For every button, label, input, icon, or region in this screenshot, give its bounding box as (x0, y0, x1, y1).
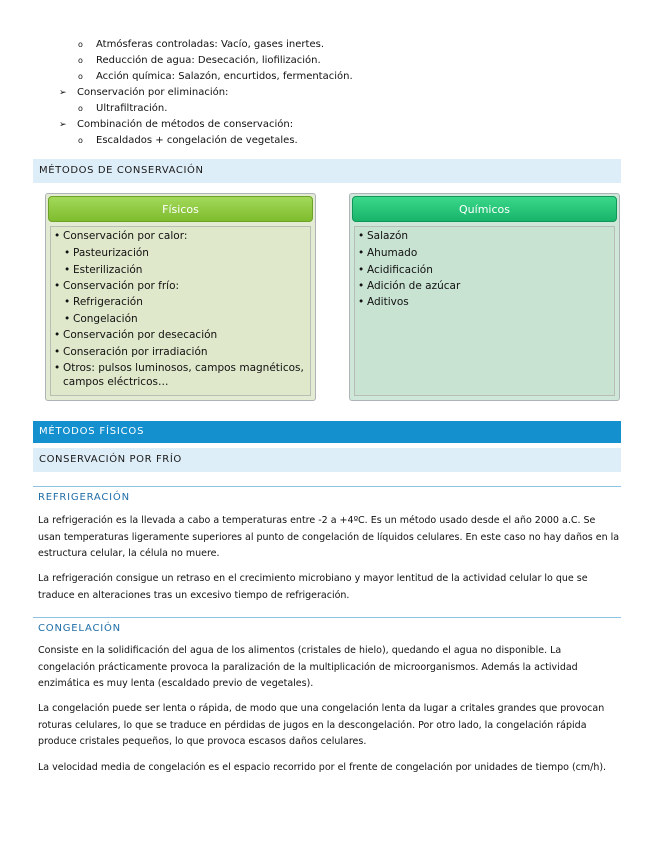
list-item: • Pasteurización (64, 247, 149, 259)
list-item-text: Conservación por eliminación: (77, 87, 229, 98)
list-item (78, 102, 168, 116)
section-heading-metodos-fisicos (33, 421, 621, 443)
list-item: • Refrigeración (64, 296, 143, 308)
divider (33, 617, 621, 618)
list-item: • Conservación por calor: (54, 230, 188, 242)
bullet-icon: • (64, 264, 71, 276)
subheading-refrigeracion: REFRIGERACIÓN (38, 492, 130, 503)
section-heading-metodos-conservacion (33, 159, 621, 183)
list-item: • Acidificación (358, 264, 433, 276)
paragraph: La refrigeración consigue un retraso en el crecimiento microbiano y mayor lentitud de la actividad celular lo que se traduce en alteraciones tras un excesivo tiempo de refrigeración. (38, 573, 588, 601)
list-item-text: Reducción de agua: Desecación, liofilización. (96, 55, 321, 66)
circle-bullet-icon: o (78, 56, 83, 65)
panel-fisicos (45, 193, 316, 401)
bullet-icon: • (358, 230, 365, 242)
circle-bullet-icon: o (78, 40, 83, 49)
section-heading-conservacion-frio (33, 448, 621, 472)
list-item: • Ahumado (358, 247, 418, 259)
divider (33, 486, 621, 487)
list-item-text: Ultrafiltración. (96, 103, 168, 114)
list-item: • Esterilización (64, 264, 143, 276)
bullet-icon: • (358, 247, 365, 259)
bullet-icon: • (358, 296, 365, 308)
list-item-text: Escaldados + congelación de vegetales. (96, 135, 298, 146)
circle-bullet-icon: o (78, 104, 83, 113)
bullet-icon: • (54, 230, 61, 242)
panel-quimicos (349, 193, 620, 401)
list-item: • Conseración por irradiación (54, 346, 208, 358)
list-item (59, 86, 229, 100)
section-heading-text: MÉTODOS DE CONSERVACIÓN (39, 165, 204, 176)
paragraph: La congelación puede ser lenta o rápida, de modo que una congelación lenta da lugar a critales grandes que provocan roturas celulares, lo que se traduce en pérdidas de jugos en la descongelación. Por otro lado, la congelación rápida produce cristales pequeños, lo que provoca escasos daños celulares. (38, 703, 605, 747)
panel-quimicos-title: Químicos (352, 196, 617, 222)
bullet-icon: • (54, 329, 61, 341)
bullet-icon: • (64, 296, 71, 308)
bullet-icon: • (64, 313, 71, 325)
list-item: • Aditivos (358, 296, 409, 308)
list-item (78, 54, 321, 68)
bullet-icon: • (64, 247, 71, 259)
list-item: • Otros: pulsos luminosos, campos magnéticos, (54, 362, 304, 374)
subheading-congelacion: CONGELACIÓN (38, 623, 121, 634)
list-item (78, 134, 298, 148)
paragraph: La velocidad media de congelación es el espacio recorrido por el frente de congelación por unidades de tiempo (cm/h). (38, 762, 607, 773)
list-item (78, 70, 353, 84)
panel-fisicos-title: Físicos (48, 196, 313, 222)
bullet-icon: • (358, 280, 365, 292)
list-item (59, 118, 294, 132)
list-item-text: Atmósferas controladas: Vacío, gases inertes. (96, 39, 324, 50)
bullet-icon: • (358, 264, 365, 276)
arrow-bullet-icon: ➢ (59, 88, 67, 98)
bullet-icon: • (54, 346, 61, 358)
paragraph: La refrigeración es la llevada a cabo a temperaturas entre -2 a +4ºC. Es un método usado desde el año 2000 a.C. Se usan temperaturas ligeramente superiores al punto de congelación de líquidos celulares. En este caso no hay daños en la estructura celular, la célula no muere. (38, 515, 620, 559)
section-heading-text: MÉTODOS FÍSICOS (39, 426, 145, 437)
list-item-continuation: campos eléctricos… (63, 376, 169, 388)
panel-fisicos-body (50, 226, 311, 396)
list-item: • Conservación por desecación (54, 329, 218, 341)
panel-quimicos-body (354, 226, 615, 396)
paragraph: Consiste en la solidificación del agua de los alimentos (cristales de hielo), quedando el agua no disponible. La congelación prácticamente provoca la paralización de la multiplicación de microorganismos. Además la actividad enzimática es muy lenta (escaldado previo de vegetales). (38, 645, 578, 689)
list-item-text: Acción química: Salazón, encurtidos, fermentación. (96, 71, 353, 82)
section-heading-text: CONSERVACIÓN POR FRÍO (39, 454, 182, 465)
circle-bullet-icon: o (78, 72, 83, 81)
list-item: • Adición de azúcar (358, 280, 461, 292)
circle-bullet-icon: o (78, 136, 83, 145)
list-item: • Conservación por frío: (54, 280, 180, 292)
list-item (78, 38, 324, 52)
list-item: • Salazón (358, 230, 409, 242)
list-item-text: Combinación de métodos de conservación: (77, 119, 294, 130)
bullet-icon: • (54, 280, 61, 292)
bullet-icon: • (54, 362, 61, 374)
list-item: • Congelación (64, 313, 138, 325)
arrow-bullet-icon: ➢ (59, 120, 67, 130)
